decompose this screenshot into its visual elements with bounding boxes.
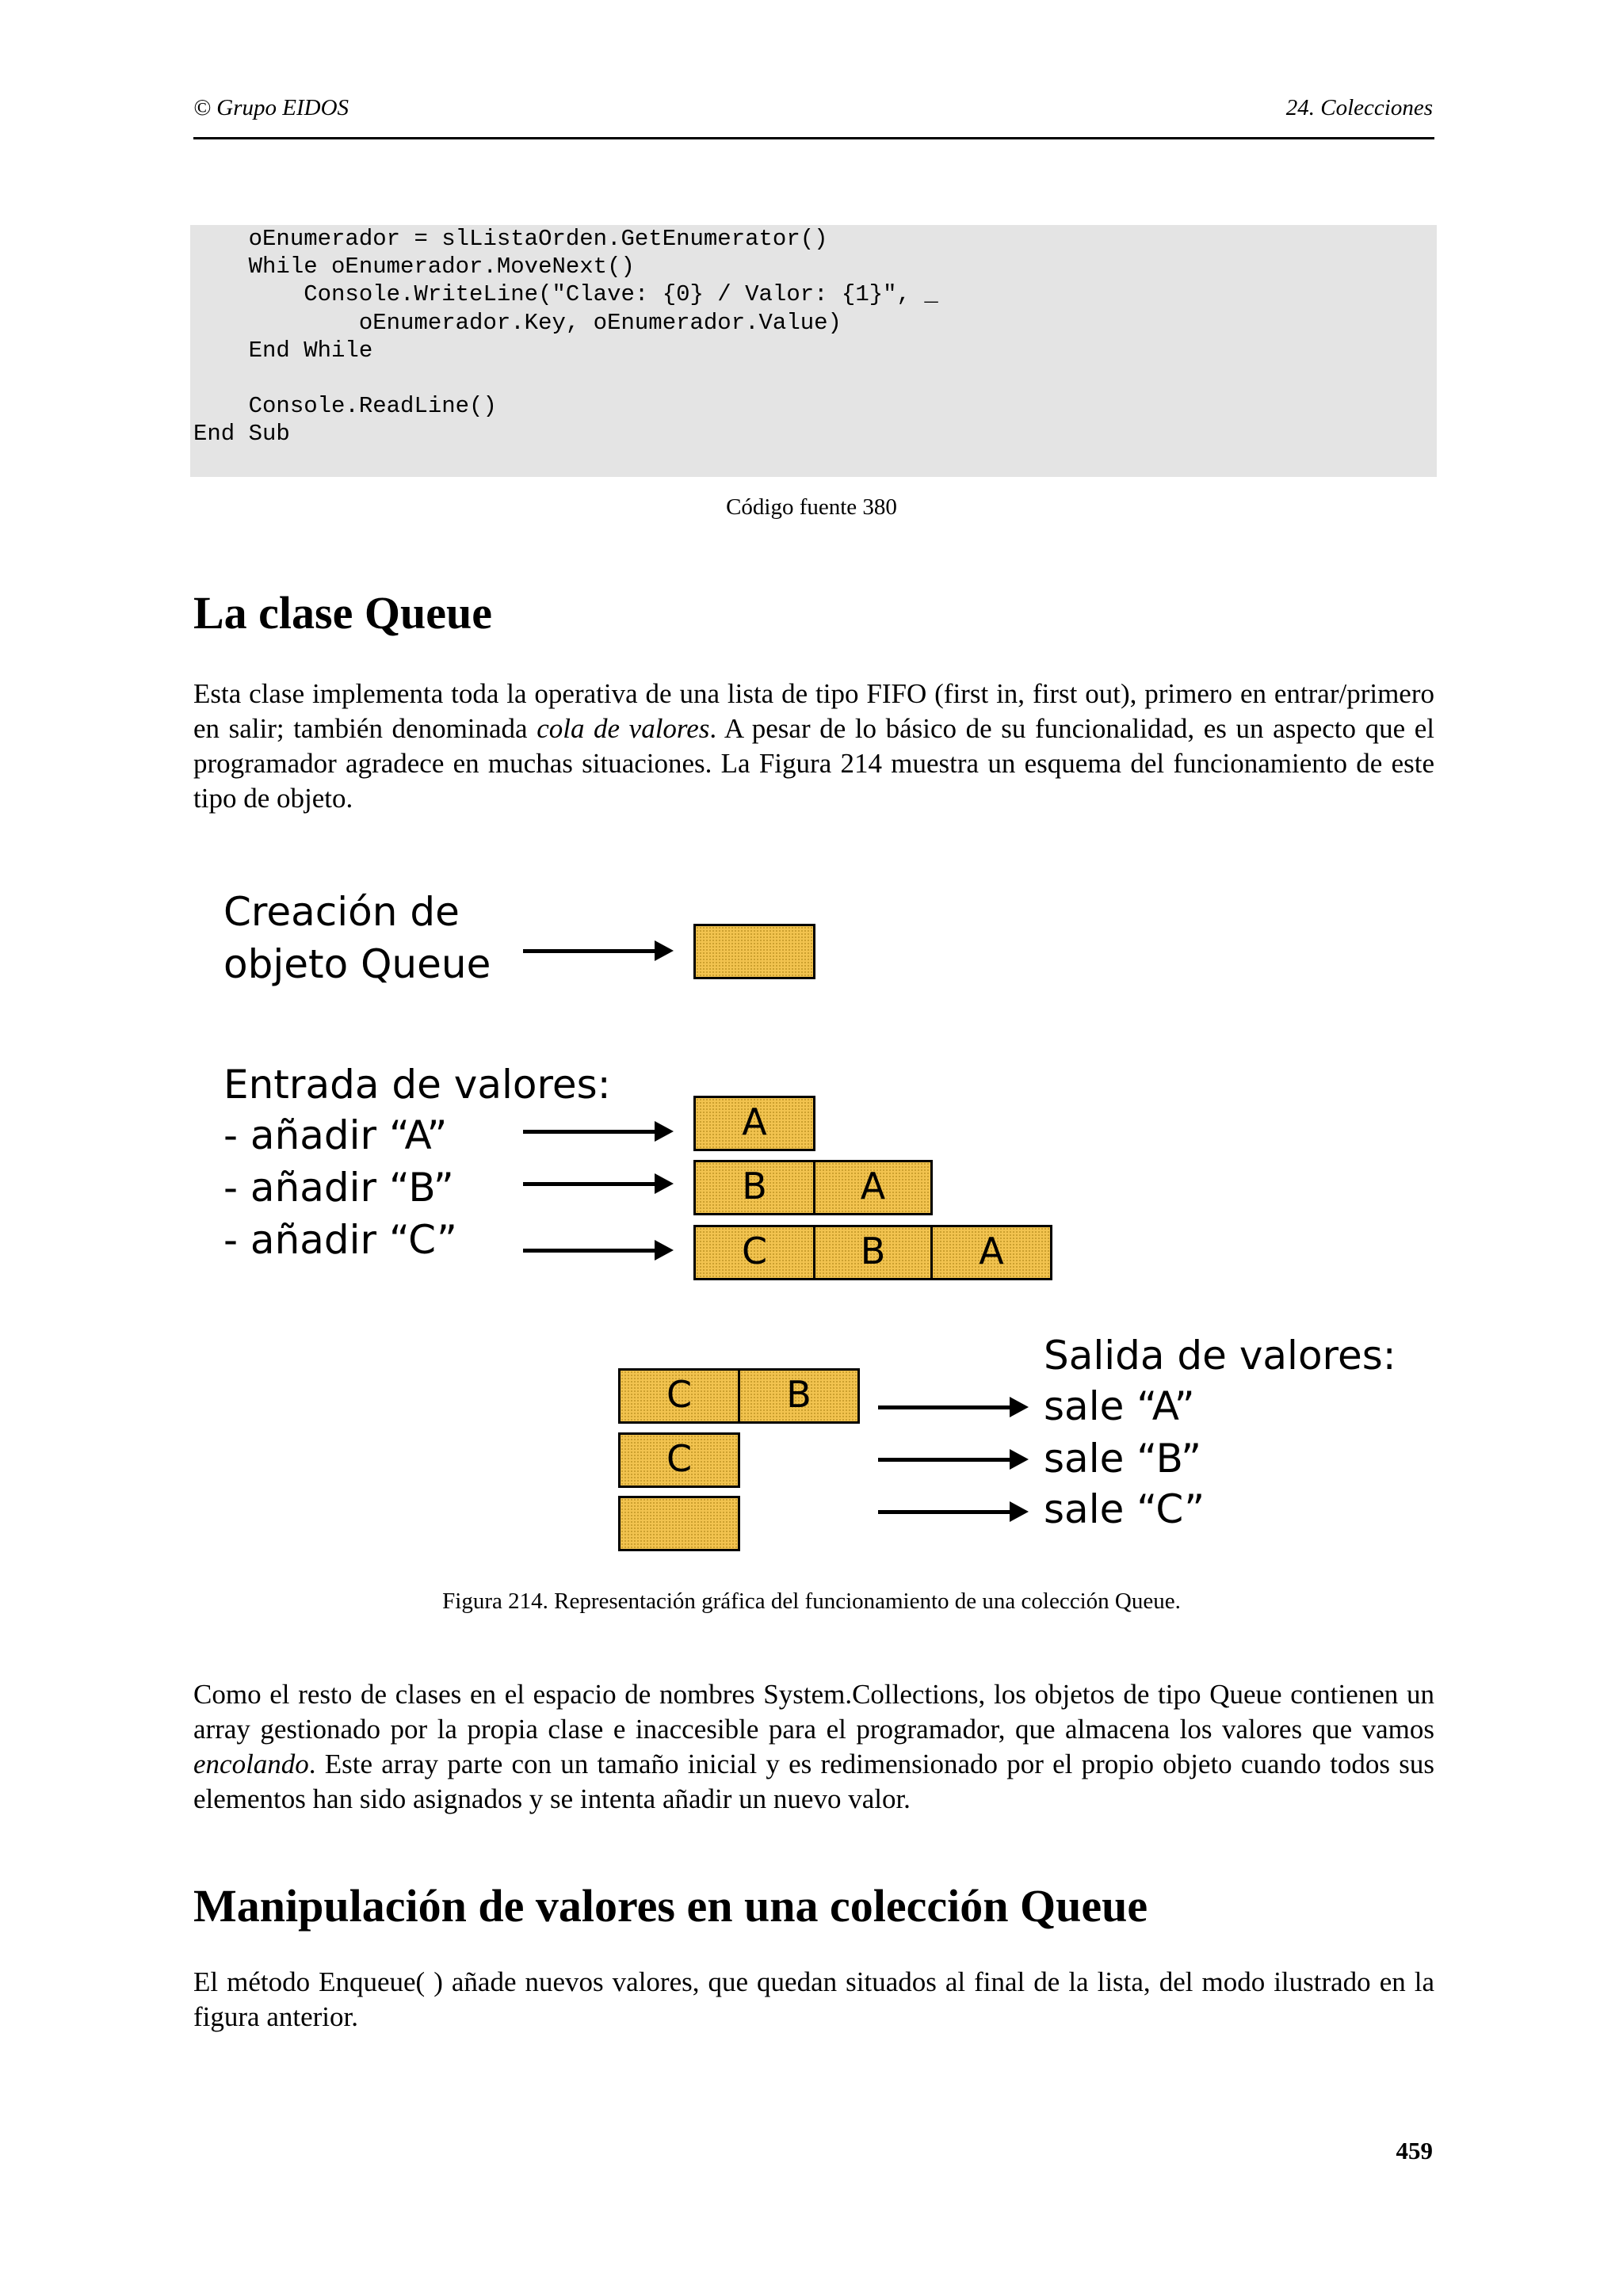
queue-figure [0, 871, 1623, 1569]
queue-cell: B [813, 1225, 933, 1280]
queue-cell: A [930, 1225, 1052, 1280]
paragraph-italic: cola de valores [537, 713, 710, 744]
creation-label-line2: objeto Queue [223, 941, 491, 987]
queue-cell: B [693, 1160, 815, 1215]
code-block: oEnumerador = slListaOrden.GetEnumerator() While oEnumerador.MoveNext() Console.WriteLine("Clave: {0} / Valor: {1}", _ oEnumerador.Key, oEnumerador.Value) End While Console.ReadLine() End Sub [193, 226, 938, 448]
arrow-right-icon [878, 1510, 1011, 1514]
paragraph-text: Esta clase implementa toda la operativa de una lista de tipo FIFO (first in, first out), primero en entrar/primero en salir; también denominada [193, 678, 1434, 744]
exit-item: sale “C” [1044, 1486, 1205, 1532]
header-right: 24. Colecciones [1285, 95, 1433, 120]
arrow-right-icon [523, 1130, 656, 1134]
header-rule [193, 137, 1434, 139]
section-paragraph [193, 677, 1434, 816]
exit-item: sale “A” [1044, 1383, 1195, 1429]
paragraph-text: . A pesar de lo básico de su funcionalidad, es un aspecto que el programador agradece en muchas situaciones. La Figura 214 muestra un esquema del funcionamiento de este tipo de objeto. [193, 713, 1435, 814]
arrow-right-icon [523, 1249, 656, 1253]
queue-cell: C [693, 1225, 815, 1280]
arrow-right-icon [878, 1405, 1011, 1409]
paragraph-text: Como el resto de clases en el espacio de nombres System.Collections, los objetos de tipo Queue contienen un array gestionado por la propia clase e inaccesible para el programador, que almacena los valores que vamos [193, 1679, 1434, 1745]
queue-cell: A [813, 1160, 933, 1215]
section-title: La clase Queue [193, 587, 492, 639]
queue-cell: C [618, 1368, 740, 1424]
paragraph-text: . Este array parte con un tamaño inicial y es redimensionado por el propio objeto cuando todos sus elementos han sido asignados y se intenta añadir un nuevo valor. [193, 1749, 1434, 1814]
entry-item: - añadir “A” [223, 1112, 448, 1158]
arrow-right-icon [523, 949, 656, 953]
queue-cell [618, 1496, 740, 1551]
queue-cell: B [738, 1368, 860, 1424]
exit-item: sale “B” [1044, 1436, 1202, 1482]
creation-label-line1: Creación de [223, 889, 460, 935]
queue-cell: C [618, 1432, 740, 1488]
page-number: 459 [1396, 2137, 1433, 2164]
queue-cell-empty [693, 924, 815, 979]
section-paragraph: El método Enqueue( ) añade nuevos valores, que quedan situados al final de la lista, del modo ilustrado en la figura anterior. [193, 1966, 1434, 2032]
entry-title: Entrada de valores: [223, 1062, 611, 1108]
header-left: © Grupo EIDOS [193, 95, 349, 120]
code-caption: Código fuente 380 [726, 494, 897, 520]
arrow-right-icon [878, 1458, 1011, 1462]
paragraph-italic: encolando [193, 1749, 309, 1779]
entry-item: - añadir “C” [223, 1217, 457, 1263]
entry-item: - añadir “B” [223, 1165, 454, 1211]
arrow-right-icon [523, 1182, 656, 1186]
body-paragraph [193, 1677, 1434, 1817]
queue-cell: A [693, 1096, 815, 1151]
exit-title: Salida de valores: [1044, 1333, 1396, 1379]
figure-caption: Figura 214. Representación gráfica del funcionamiento de una colección Queue. [442, 1589, 1181, 1614]
section-title: Manipulación de valores en una colección Queue [193, 1880, 1148, 1932]
